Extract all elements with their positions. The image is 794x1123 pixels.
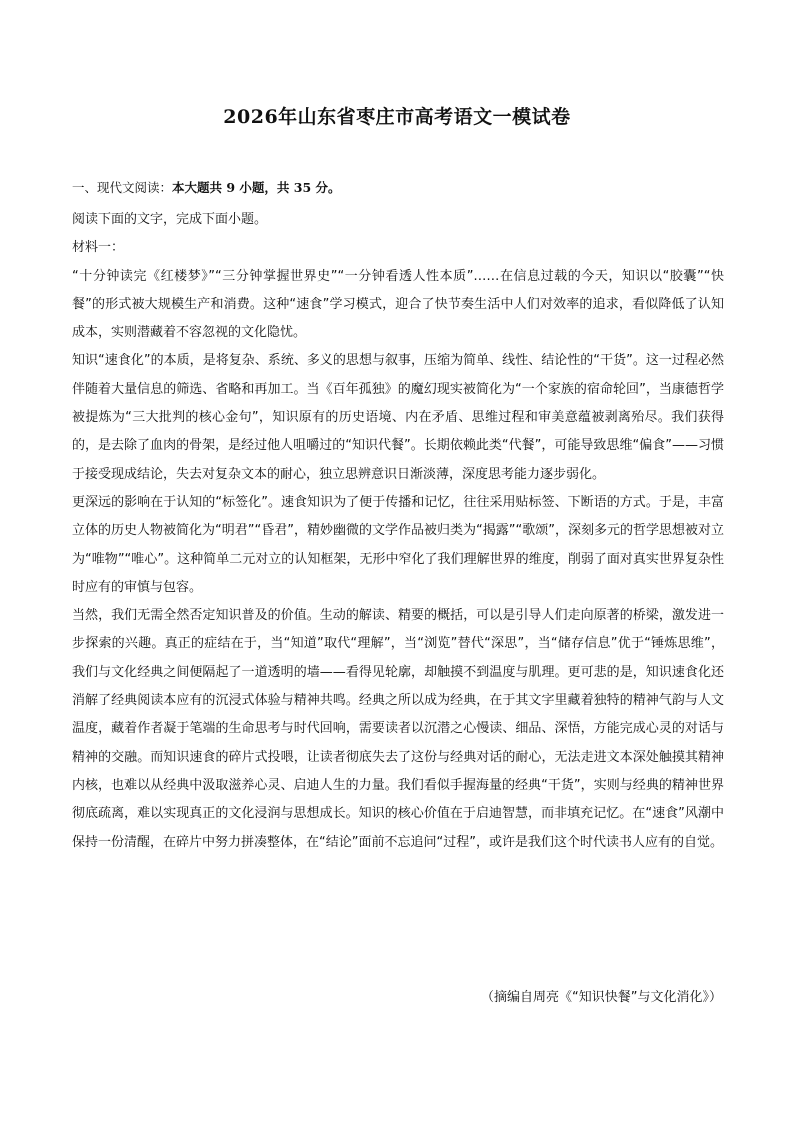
section-heading-detail: 本大题共 9 小题，共 35 分。 [172, 180, 341, 195]
passage-paragraph: “十分钟读完《红楼梦》”“三分钟掌握世界史”“一分钟看透人性本质”……在信息过载的今天，知识以“胶囊”“快餐”的形式被大规模生产和消费。这种“速食”学习模式，迎合了快节奏生活中人们对效率的追求，看似降低了认知成本，实则潜藏着不容忽视的文化隐忧。 [72, 268, 724, 341]
passage-paragraph: 更深远的影响在于认知的“标签化”。速食知识为了便于传播和记忆，往往采用贴标签、下断语的方式。于是，丰富立体的历史人物被简化为“明君”“昏君”，精妙幽微的文学作品被归类为“揭露”“歌颂”，深刻多元的哲学思想被对立为“唯物”“唯心”。这种简单二元对立的认知框架，无形中窄化了我们理解世界的维度，削弱了面对真实世界复杂性时应有的审慎与包容。 [72, 494, 724, 595]
material-label: 材料一： [72, 240, 125, 256]
source-citation: （摘编自周亮《“知识快餐”与文化消化》） [481, 990, 722, 1005]
instruction-text: 阅读下面的文字，完成下面小题。 [72, 212, 268, 227]
section-heading [72, 178, 732, 196]
passage-paragraph: 知识“速食化”的本质，是将复杂、系统、多义的思想与叙事，压缩为简单、线性、结论性的“干货”。这一过程必然伴随着大量信息的筛选、省略和再加工。当《百年孤独》的魔幻现实被简化为“一个家族的宿命轮回”，当康德哲学被提炼为“三大批判的核心金句”，知识原有的历史语境、内在矛盾、思维过程和审美意蕴被剥离殆尽。我们获得的，是去除了血肉的骨架，是经过他人咀嚼过的“知识代餐”。长期依赖此类“代餐”，可能导致思维“偏食”——习惯于接受现成结论，失去对复杂文本的耐心，独立思辨意识日渐淡薄，深度思考能力逐步弱化。 [72, 353, 724, 482]
passage-paragraph: 当然，我们无需全然否定知识普及的价值。生动的解读、精要的概括，可以是引导人们走向原著的桥梁，激发进一步探索的兴趣。真正的症结在于，当“知道”取代“理解”，当“浏览”替代“深思”，当“储存信息”优于“锤炼思维”，我们与文化经典之间便隔起了一道透明的墙——看得见轮廓，却触摸不到温度与肌理。更可悲的是，知识速食化还消解了经典阅读本应有的沉浸式体验与精神共鸣。经典之所以成为经典，在于其文字里藏着独特的精神气韵与人文温度，藏着作者凝于笔端的生命思考与时代回响，需要读者以沉潜之心慢读、细品、深悟，方能完成心灵的对话与精神的交融。而知识速食的碎片式投喂，让读者彻底失去了这份与经典对话的耐心，无法走进文本深处触摸其精神内核，也难以从经典中汲取滋养心灵、启迪人生的力量。我们看似手握海量的经典“干货”，实则与经典的精神世界彻底疏离，难以实现真正的文化浸润与思想成长。知识的核心价值在于启迪智慧，而非填充记忆。在“速食”风潮中保持一份清醒，在碎片中努力拼凑整体，在“结论”面前不忘追问“过程”，或许是我们这个时代读书人应有的自觉。 [72, 608, 724, 850]
reading-passage [72, 206, 724, 857]
page-title: 2026年山东省枣庄市高考语文一模试卷 [223, 106, 571, 128]
section-heading-lead: 一、现代文阅读： [72, 180, 173, 195]
